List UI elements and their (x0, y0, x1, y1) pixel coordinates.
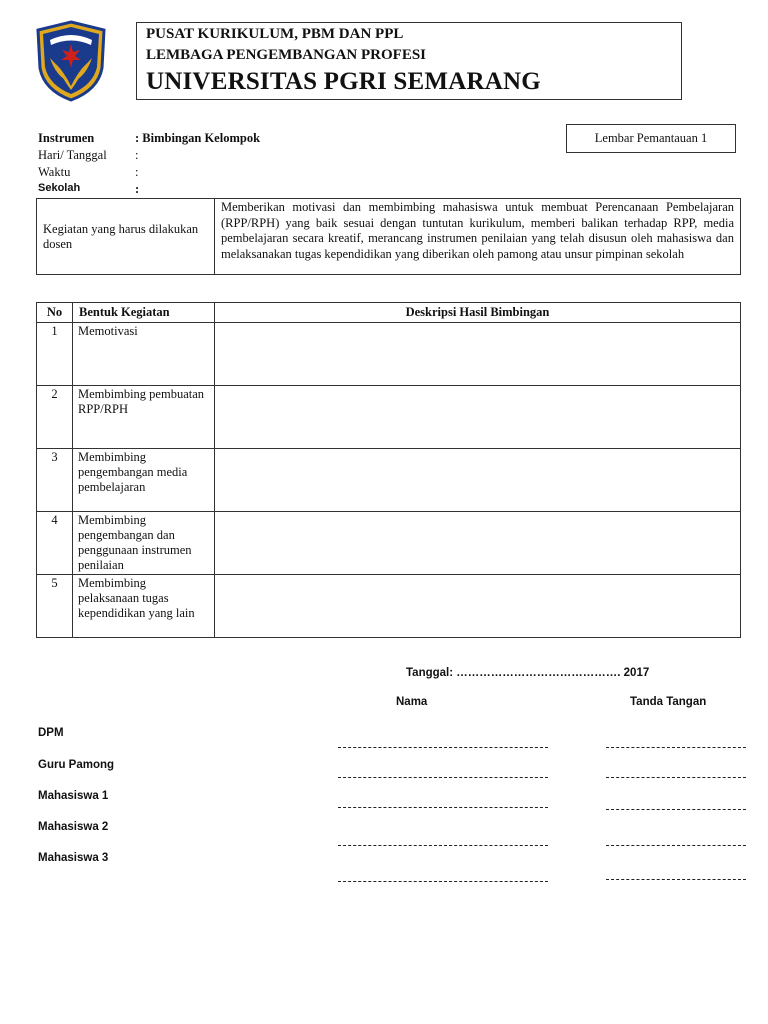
nama-line-mahasiswa-3[interactable] (338, 881, 548, 882)
nama-header: Nama (396, 696, 428, 708)
header-title: UNIVERSITAS PGRI SEMARANG (146, 68, 541, 95)
waktu-colon: : (135, 165, 139, 179)
row-kegiatan: Membimbing pengembangan dan penggunaan instrumen penilaian (73, 512, 215, 575)
header-line-2: LEMBAGA PENGEMBANGAN PROFESI (146, 47, 427, 63)
nama-line-mahasiswa-1[interactable] (338, 807, 548, 808)
ttd-line-mahasiswa-1[interactable] (606, 809, 746, 810)
role-guru-pamong: Guru Pamong (38, 759, 115, 771)
col-header-no: No (37, 303, 73, 323)
tanggal-line: Tanggal: ……………………………………. 2017 (406, 667, 650, 679)
row-number: 1 (37, 323, 73, 386)
row-deskripsi-cell[interactable] (215, 512, 741, 575)
row-kegiatan: Membimbing pembuatan RPP/RPH (73, 386, 215, 449)
ttd-line-dpm[interactable] (606, 747, 746, 748)
row-kegiatan: Membimbing pengembangan media pembelajaran (73, 449, 215, 512)
instrumen-value: : Bimbingan Kelompok (135, 131, 261, 145)
ttd-line-mahasiswa-2[interactable] (606, 845, 746, 846)
kegiatan-description: Memberikan motivasi dan membimbing mahasiswa untuk membuat Perencanaan Pembelajaran (RPP/RPH) yang baik sesuai dengan tuntutan kurikulum, memberi balikan terhadap RPP, media pembelajaran secara kreatif, merancang instrumen penilaian yang telah disusun oleh mahasiswa dan melaksanakan tugas kependidikan yang diberikan oleh pamong atau unsur pimpinan sekolah (215, 199, 741, 275)
role-mahasiswa-2: Mahasiswa 2 (38, 821, 109, 833)
sekolah-label: Sekolah (38, 182, 81, 194)
hari-label: Hari/ Tanggal (38, 148, 107, 162)
row-kegiatan: Membimbing pelaksanaan tugas kependidikan yang lain (73, 575, 215, 638)
waktu-label: Waktu (38, 165, 71, 179)
table-row (37, 449, 741, 512)
table-row (37, 386, 741, 449)
kegiatan-label: Kegiatan yang harus dilakukan dosen (37, 199, 215, 275)
table-row (37, 575, 741, 638)
table-row (37, 512, 741, 575)
row-deskripsi-cell[interactable] (215, 449, 741, 512)
row-number: 2 (37, 386, 73, 449)
kegiatan-table (36, 198, 741, 275)
sekolah-colon: : (135, 182, 140, 196)
role-mahasiswa-3: Mahasiswa 3 (38, 852, 109, 864)
ttd-line-guru-pamong[interactable] (606, 777, 746, 778)
row-number: 3 (37, 449, 73, 512)
row-number: 4 (37, 512, 73, 575)
row-kegiatan: Memotivasi (73, 323, 215, 386)
nama-line-dpm[interactable] (338, 747, 548, 748)
col-header-kegiatan: Bentuk Kegiatan (73, 303, 215, 323)
col-header-deskripsi: Deskripsi Hasil Bimbingan (215, 303, 741, 323)
header-line-1: PUSAT KURIKULUM, PBM DAN PPL (146, 26, 404, 42)
role-mahasiswa-1: Mahasiswa 1 (38, 790, 109, 802)
nama-line-guru-pamong[interactable] (338, 777, 548, 778)
lembar-pemantauan: Lembar Pemantauan 1 (566, 124, 736, 153)
row-deskripsi-cell[interactable] (215, 575, 741, 638)
instrumen-label: Instrumen (38, 131, 95, 145)
row-number: 5 (37, 575, 73, 638)
hari-colon: : (135, 148, 139, 162)
row-deskripsi-cell[interactable] (215, 323, 741, 386)
university-logo (36, 20, 106, 102)
ttd-line-mahasiswa-3[interactable] (606, 879, 746, 880)
bimbingan-table (36, 302, 741, 638)
row-deskripsi-cell[interactable] (215, 386, 741, 449)
role-dpm: DPM (38, 727, 64, 739)
table-row (37, 323, 741, 386)
nama-line-mahasiswa-2[interactable] (338, 845, 548, 846)
tanda-tangan-header: Tanda Tangan (630, 696, 707, 708)
